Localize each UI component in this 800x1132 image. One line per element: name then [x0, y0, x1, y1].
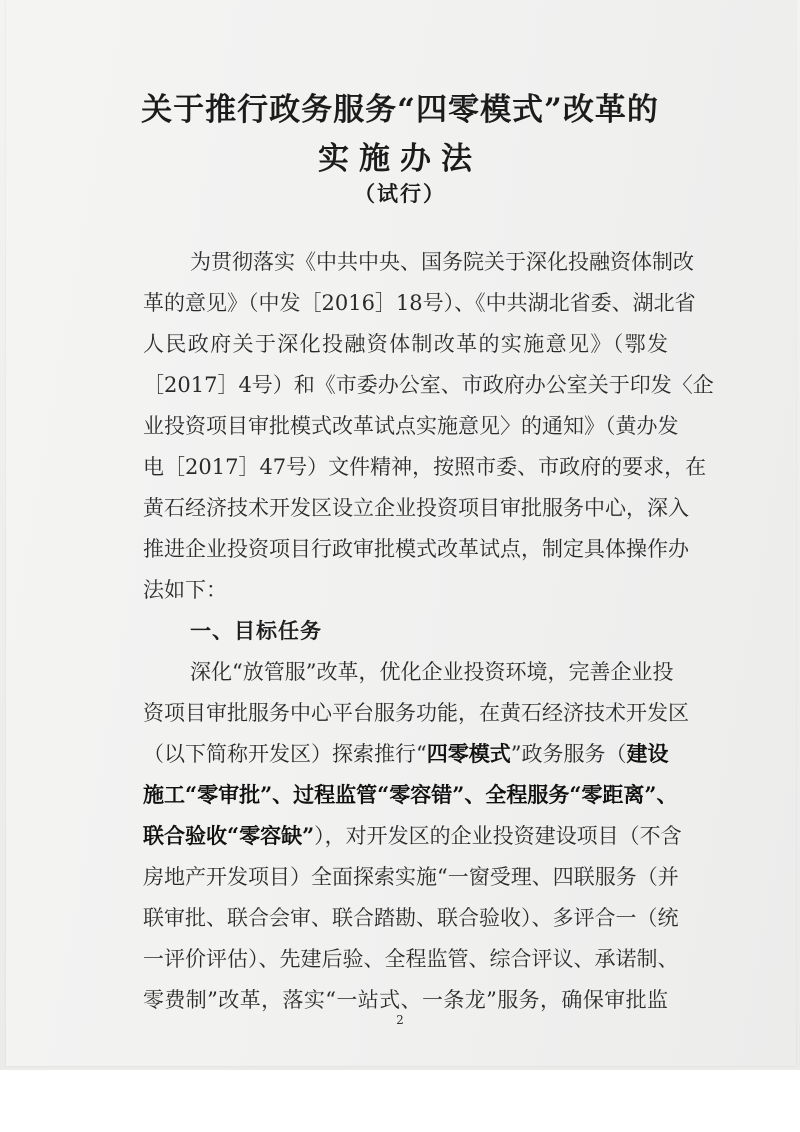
paragraph-line: 为贯彻落实《中共中央、国务院关于深化投融资体制改: [190, 250, 694, 274]
paragraph-line: 一评价评估）、先建后验、全程监管、综合评议、承诺制、: [143, 947, 679, 971]
paragraph-line-bold: 施工“零审批”、过程监管“零容错”、全程服务“零距离”、: [143, 782, 678, 807]
paragraph-line: 革的意见》（中发［2016］18号）、《中共湖北省委、湖北省: [143, 291, 696, 315]
paragraph-line: 黄石经济技术开发区设立企业投资项目审批服务中心，深入: [143, 496, 689, 520]
bold-term: 四零模式: [426, 741, 511, 766]
section-heading: 一、目标任务: [190, 619, 322, 643]
document-title: 关于推行政务服务“四零模式”改革的: [141, 92, 659, 128]
paragraph-line: 深化“放管服”改革，优化企业投资环境，完善企业投: [190, 660, 674, 684]
text-span: ”政务服务（: [510, 742, 627, 766]
paragraph-line: 推进企业投资项目行政审批模式改革试点，制定具体操作办: [143, 537, 689, 561]
paragraph-line: ［2017］4号）和《市委办公室、市政府办公室关于印发〈企: [143, 373, 714, 397]
paragraph-line: 人民政府关于深化投融资体制改革的实施意见》（鄂发: [143, 332, 668, 356]
paragraph-line: 房地产开发项目）全面探索实施“一窗受理、四联服务（并: [143, 865, 679, 889]
bold-term: 联合验收“零容缺”: [143, 823, 315, 848]
paragraph-line: 联审批、联合会审、联合踏勘、联合验收）、多评合一（统: [143, 906, 679, 930]
paragraph-line: [143, 734, 668, 774]
text-span: （以下简称开发区）探索推行“: [143, 742, 427, 766]
page-number: 2: [396, 1013, 404, 1027]
document-subtitle: （试行）: [354, 181, 446, 206]
paragraph-line: [143, 816, 682, 856]
document-title-line2: 实施办法: [318, 141, 482, 177]
text-span: ），对开发区的企业投资建设项目（不含: [314, 824, 682, 848]
paragraph-line: 电［2017］47号）文件精神，按照市委、市政府的要求，在: [143, 455, 707, 479]
paragraph-line: 零费制”改革，落实“一站式、一条龙”服务，确保审批监: [143, 988, 668, 1012]
paragraph-line: 业投资项目审批模式改革试点实施意见〉的通知》（黄办发: [143, 414, 679, 438]
paragraph-line: 法如下：: [143, 578, 227, 602]
paragraph-line: 资项目审批服务中心平台服务功能，在黄石经济技术开发区: [143, 701, 689, 725]
bold-term: 建设: [626, 741, 669, 766]
